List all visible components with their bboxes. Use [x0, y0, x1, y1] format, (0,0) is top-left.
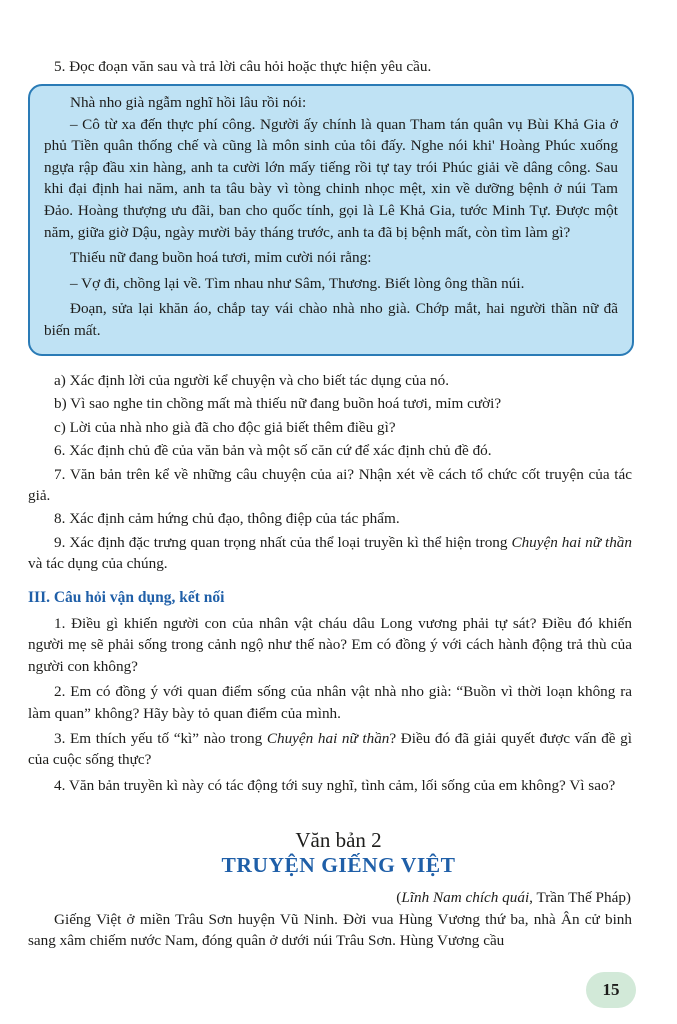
- question-item: 7. Văn bản trên kể về những câu chuyện của ai? Nhận xét về cách tổ chức cốt truyện của tác giả.: [28, 465, 632, 505]
- question-item: [28, 532, 632, 575]
- excerpt-box: [28, 84, 634, 356]
- question-item: [28, 728, 632, 771]
- question-item: 2. Em có đồng ý với quan điểm sống của nhân vật nhà nho già: “Buồn vì thời loạn không ra làm quan” không? Hãy bày tỏ quan điểm của mình.: [28, 683, 632, 722]
- source-work: Lĩnh Nam chích quái: [401, 889, 530, 906]
- question-item: 8. Xác định cảm hứng chủ đạo, thông điệp của tác phẩm.: [54, 510, 400, 528]
- excerpt-paragraph: – Vợ đi, chồng lại về. Tìm nhau như Sâm, Thương. Biết lòng ông thần núi.: [70, 274, 525, 292]
- page-number: 15: [602, 980, 620, 999]
- question-item: c) Lời của nhà nho già đã cho độc giả biết thêm điều gì?: [54, 418, 396, 436]
- text-label: Văn bản 2: [295, 828, 382, 852]
- exercise-5-text: 5. Đọc đoạn văn sau và trả lời câu hỏi hoặc thực hiện yêu cầu.: [54, 58, 432, 75]
- work-title: Chuyện hai nữ thần: [511, 533, 632, 551]
- source-author: , Trần Thế Pháp): [529, 889, 631, 906]
- question-item: 1. Điều gì khiến người con của nhân vật cháu dâu Long vương phải tự sát? Điều đó khiến người mẹ sẽ phải sống trong cảnh ngộ như thế nào? Em có đồng ý với cách hành động trả thù của người con không?: [28, 615, 632, 675]
- source-citation: [396, 889, 631, 907]
- story-body: [28, 909, 632, 952]
- applied-question-list: [28, 613, 632, 800]
- question-text: 3. Em thích yếu tố “kì” nào trong: [54, 730, 267, 748]
- question-item: b) Vì sao nghe tin chồng mất mà thiếu nữ đang buồn hoá tươi, mỉm cười?: [54, 395, 502, 413]
- exercise-5: [28, 56, 632, 77]
- work-title: Chuyện hai nữ thần: [266, 730, 390, 748]
- question-text: 9. Xác định đặc trưng quan trọng nhất của thể loại truyền kì thể hiện trong: [54, 533, 512, 551]
- story-paragraph: Giếng Việt ở miền Trâu Sơn huyện Vũ Ninh. Đời vua Hùng Vương thứ ba, nhà Ân cử binh sang xâm chiếm nước Nam, đóng quân ở dưới núi Trâu Sơn. Hùng Vương cầu: [28, 911, 632, 950]
- section-heading: III. Câu hỏi vận dụng, kết nối: [28, 589, 225, 606]
- excerpt-paragraph: – Cô từ xa đến thực phí công. Người ấy chính là quan Tham tán quân vụ Bùi Khả Gia ở phủ Tiền quân thống chế và cũng là môn sinh của tôi đấy. Nghe nói khi' Hoàng Phúc xuống ngựa rập đầu xin hàng, anh ta cười lớn mấy tiếng rồi tự tay trói Phúc giải về dâng công. Sau khi đại định hai năm, anh ta tâu bày vì tòng chinh nhọc mệt, xin về dưỡng bệnh ở núi Tam Đảo. Hoàng thượng ưu đãi, ban cho quốc tính, gọi là Lê Khả Gia, tước Minh Tự. Được một năm, giữa giờ Dậu, ngày mười bảy tháng trước, anh ta đã bị bệnh mất, còn tìm làm gì?: [44, 115, 618, 241]
- text-title: TRUYỆN GIẾNG VIỆT: [221, 853, 456, 877]
- excerpt-paragraph: Nhà nho già ngẫm nghĩ hồi lâu rồi nói:: [70, 94, 307, 111]
- question-item: 4. Văn bản truyền kì này có tác động tới suy nghĩ, tình cảm, lối sống của em không? Vì sao?: [54, 776, 616, 794]
- page-number-badge: [586, 972, 636, 1008]
- excerpt-paragraph: Đoạn, sửa lại khăn áo, chắp tay vái chào nhà nho già. Chớp mắt, hai người thần nữ đã biến mất.: [44, 300, 618, 339]
- excerpt-paragraph: Thiếu nữ đang buồn hoá tươi, mỉm cười nói rằng:: [70, 249, 372, 267]
- question-list: [28, 370, 632, 577]
- question-text: và tác dụng của chúng.: [28, 555, 168, 573]
- source-paren: (: [396, 889, 402, 906]
- question-item: a) Xác định lời của người kể chuyện và cho biết tác dụng của nó.: [54, 372, 449, 389]
- question-text: ? Điều đó đã giải quyết được vấn đề gì của cuộc sống thực?: [28, 730, 632, 769]
- question-item: 6. Xác định chủ đề của văn bản và một số căn cứ để xác định chủ đề đó.: [54, 442, 492, 460]
